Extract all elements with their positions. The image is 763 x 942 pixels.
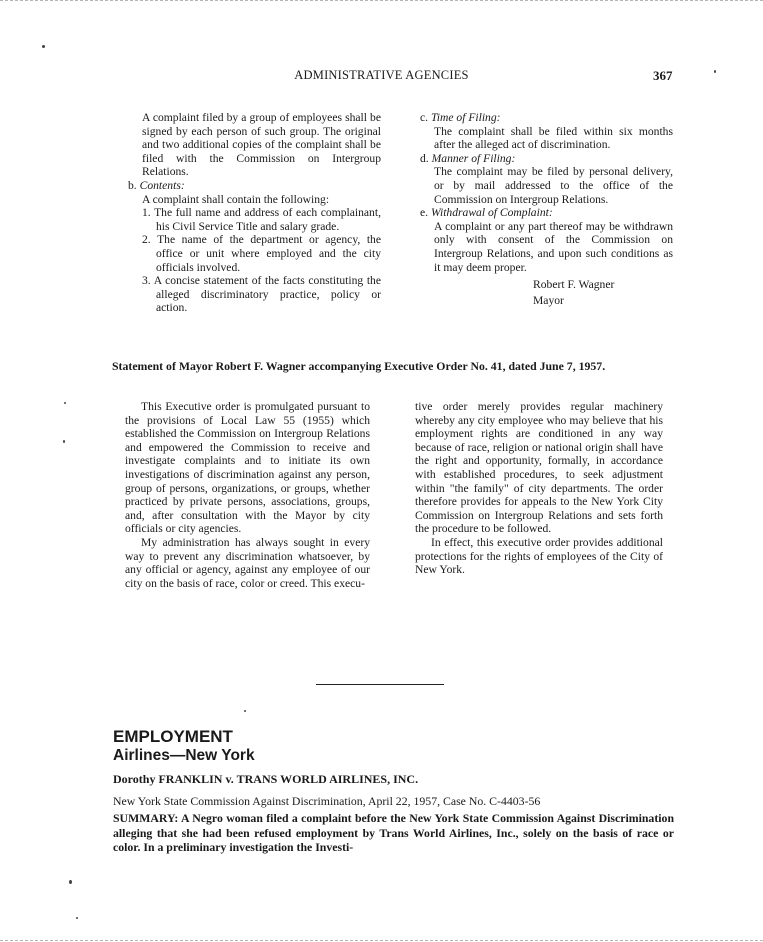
scan-speck bbox=[76, 917, 78, 919]
withdrawal-text: A complaint or any part thereof may be withdrawn only with consent of the Commission on Intergroup Relations, and upon such conditions as it may deem proper. bbox=[434, 219, 673, 274]
running-head: ADMINISTRATIVE AGENCIES bbox=[294, 68, 469, 82]
statement-left-column bbox=[125, 400, 370, 590]
page-number: 367 bbox=[653, 68, 673, 83]
scan-speck bbox=[714, 70, 716, 73]
section-subtitle: Airlines—New York bbox=[113, 747, 255, 764]
contents-heading bbox=[128, 179, 381, 193]
statement-right-column bbox=[415, 400, 663, 577]
statement-paragraph: My administration has always sought in every way to prevent any discrimination whatsoever, by any official or agency, against any employee of our city on the basis of race, color or creed. This execu- bbox=[125, 535, 370, 590]
left-column bbox=[128, 111, 381, 315]
top-scan-border bbox=[0, 0, 763, 1]
right-column bbox=[420, 111, 673, 307]
time-of-filing-text: The complaint shall be filed within six months after the alleged act of discrimination. bbox=[434, 124, 673, 152]
statement-paragraph: In effect, this executive order provides additional protections for the rights of employees of the City of New York. bbox=[415, 535, 663, 577]
withdrawal-heading: e. Withdrawal of Complaint: bbox=[420, 206, 553, 220]
section-divider bbox=[316, 684, 444, 685]
case-citation: New York State Commission Against Discrimination, April 22, 1957, Case No. C-4403-56 bbox=[113, 794, 541, 808]
manner-of-filing-text: The complaint may be filed by personal delivery, or by mail addressed to the office of the Commission on Intergroup Relations. bbox=[434, 165, 673, 206]
scan-speck bbox=[69, 880, 72, 884]
section-title: EMPLOYMENT bbox=[113, 727, 233, 746]
scan-speck bbox=[244, 710, 246, 712]
contents-lead: A complaint shall contain the following: bbox=[142, 192, 330, 206]
bottom-scan-border bbox=[0, 940, 763, 941]
contents-title: Contents: bbox=[139, 178, 185, 192]
case-title: Dorothy FRANKLIN v. TRANS WORLD AIRLINES, INC. bbox=[113, 772, 419, 786]
case-summary: SUMMARY: A Negro woman filed a complaint before the New York State Commission Against Discrimination alleging that she had been refused employment by Trans World Airlines, Inc., solely on the basis of race or color. In a preliminary investigation the Investi- bbox=[113, 811, 674, 855]
list-item: 1. The full name and address of each complainant, his Civil Service Title and salary grade. bbox=[142, 206, 381, 233]
manner-of-filing-heading: d. Manner of Filing: bbox=[420, 151, 516, 165]
list-item: 2. The name of the department or agency, the office or unit where employed and the city officials involved. bbox=[142, 233, 381, 274]
signature-name: Robert F. Wagner bbox=[533, 278, 615, 292]
contents-list bbox=[128, 206, 381, 315]
time-of-filing-heading: c. Time of Filing: bbox=[420, 111, 501, 124]
statement-heading: Statement of Mayor Robert F. Wagner accompanying Executive Order No. 41, dated June 7, 1957. bbox=[112, 359, 606, 373]
scan-speck bbox=[64, 402, 66, 404]
contents-label: b. bbox=[128, 178, 137, 192]
filing-group-paragraph: A complaint filed by a group of employees shall be signed by each person of such group. The original and two additional copies of the complaint shall be filed with the Commission on Intergroup Relations. bbox=[142, 111, 381, 179]
list-item: 3. A concise statement of the facts constituting the alleged discriminatory practice, policy or action. bbox=[142, 274, 381, 315]
statement-paragraph: This Executive order is promulgated pursuant to the provisions of Local Law 55 (1955) which established the Commission on Intergroup Relations and empowered the Commission to receive and investigate complaints and to initiate its own investigations of discrimination against any person, group of persons, organizations, or groups, whether practiced by private persons, associations, groups, and, after consultation with the Mayor by city officials or city agencies. bbox=[125, 400, 370, 536]
statement-paragraph: tive order merely provides regular machinery whereby any city employee who may believe that his employment rights are conditioned in any way because of race, religion or national origin shall have the right and opportunity, formally, in accordance with established procedures, to seek adjustment within "the family" of city departments. The order therefore provides for appeals to the New York City Commission on Intergroup Relations and sets forth the procedure to be followed. bbox=[415, 400, 663, 536]
scan-speck bbox=[42, 45, 45, 48]
scan-speck bbox=[63, 440, 65, 443]
signature-title: Mayor bbox=[533, 293, 564, 307]
